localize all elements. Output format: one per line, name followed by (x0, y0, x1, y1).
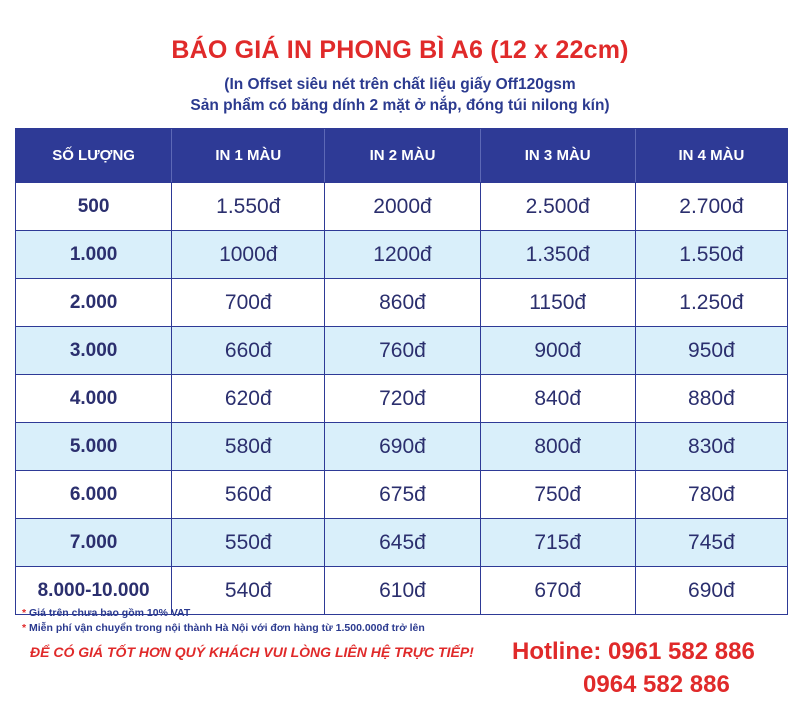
table-row (16, 518, 787, 566)
price-cell: 760đ (324, 327, 479, 374)
shipping-note (22, 622, 425, 634)
price-cell: 620đ (171, 375, 324, 422)
price-cell: 715đ (480, 519, 635, 566)
table-row (16, 326, 787, 374)
price-cell: 1.550đ (635, 231, 787, 278)
price-cell: 840đ (480, 375, 635, 422)
price-cell: 560đ (171, 471, 324, 518)
price-cell: 1200đ (324, 231, 479, 278)
price-cell: 670đ (480, 567, 635, 614)
quantity-cell: 8.000-10.000 (37, 579, 150, 601)
page-title: BÁO GIÁ IN PHONG BÌ A6 (12 x 22cm) (171, 36, 629, 64)
vat-note-text: Giá trên chưa bao gồm 10% VAT (29, 607, 191, 619)
price-cell: 860đ (324, 279, 479, 326)
price-cell: 540đ (171, 567, 324, 614)
price-cell: 645đ (324, 519, 479, 566)
contact-callout: ĐỂ CÓ GIÁ TỐT HƠN QUÝ KHÁCH VUI LÒNG LIÊN HỆ TRỰC TIẾP! (30, 644, 474, 660)
quantity-cell: 2.000 (69, 291, 118, 313)
price-table (15, 128, 788, 615)
quantity-cell: 500 (77, 195, 110, 217)
header-2-color: IN 2 MÀU (324, 129, 479, 182)
quantity-cell: 3.000 (69, 339, 118, 361)
header-4-color: IN 4 MÀU (635, 129, 787, 182)
price-cell: 2.500đ (480, 183, 635, 230)
quantity-cell: 5.000 (69, 435, 118, 457)
header-quantity: SỐ LƯỢNG (52, 147, 135, 164)
price-cell: 580đ (171, 423, 324, 470)
price-cell: 1.350đ (480, 231, 635, 278)
price-cell: 2000đ (324, 183, 479, 230)
asterisk-icon: * (22, 607, 30, 619)
price-cell: 900đ (480, 327, 635, 374)
table-row (16, 230, 787, 278)
price-cell: 690đ (635, 567, 787, 614)
price-cell: 700đ (171, 279, 324, 326)
quantity-cell: 4.000 (69, 387, 118, 409)
price-cell: 1150đ (480, 279, 635, 326)
price-cell: 745đ (635, 519, 787, 566)
price-cell: 690đ (324, 423, 479, 470)
price-cell: 1000đ (171, 231, 324, 278)
second-phone-number: 0964 582 886 (583, 671, 730, 698)
price-cell: 550đ (171, 519, 324, 566)
price-cell: 1.250đ (635, 279, 787, 326)
price-cell: 750đ (480, 471, 635, 518)
price-cell: 800đ (480, 423, 635, 470)
price-cell: 675đ (324, 471, 479, 518)
price-cell: 2.700đ (635, 183, 787, 230)
price-cell: 720đ (324, 375, 479, 422)
price-cell: 780đ (635, 471, 787, 518)
subtitle-line-2: Sản phẩm có băng dính 2 mặt ở nắp, đóng túi nilong kín) (190, 97, 610, 114)
quantity-cell: 1.000 (69, 243, 118, 265)
price-cell: 950đ (635, 327, 787, 374)
table-header-row (16, 129, 787, 182)
header-1-color: IN 1 MÀU (171, 129, 324, 182)
price-cell: 830đ (635, 423, 787, 470)
table-row (16, 374, 787, 422)
header-3-color: IN 3 MÀU (480, 129, 635, 182)
price-cell: 880đ (635, 375, 787, 422)
table-row (16, 422, 787, 470)
table-row (16, 182, 787, 230)
subtitle-line-1: (In Offset siêu nét trên chất liệu giấy Off120gsm (224, 76, 576, 93)
shipping-note-text: Miễn phí vận chuyển trong nội thành Hà Nội với đơn hàng từ 1.500.000đ trở lên (29, 622, 425, 634)
price-cell: 610đ (324, 567, 479, 614)
table-row (16, 278, 787, 326)
price-cell: 660đ (171, 327, 324, 374)
quantity-cell: 7.000 (69, 531, 118, 553)
asterisk-icon: * (22, 622, 30, 634)
hotline-number: Hotline: 0961 582 886 (512, 638, 755, 665)
table-row (16, 470, 787, 518)
price-cell: 1.550đ (171, 183, 324, 230)
vat-note (22, 607, 190, 619)
quantity-cell: 6.000 (69, 483, 118, 505)
